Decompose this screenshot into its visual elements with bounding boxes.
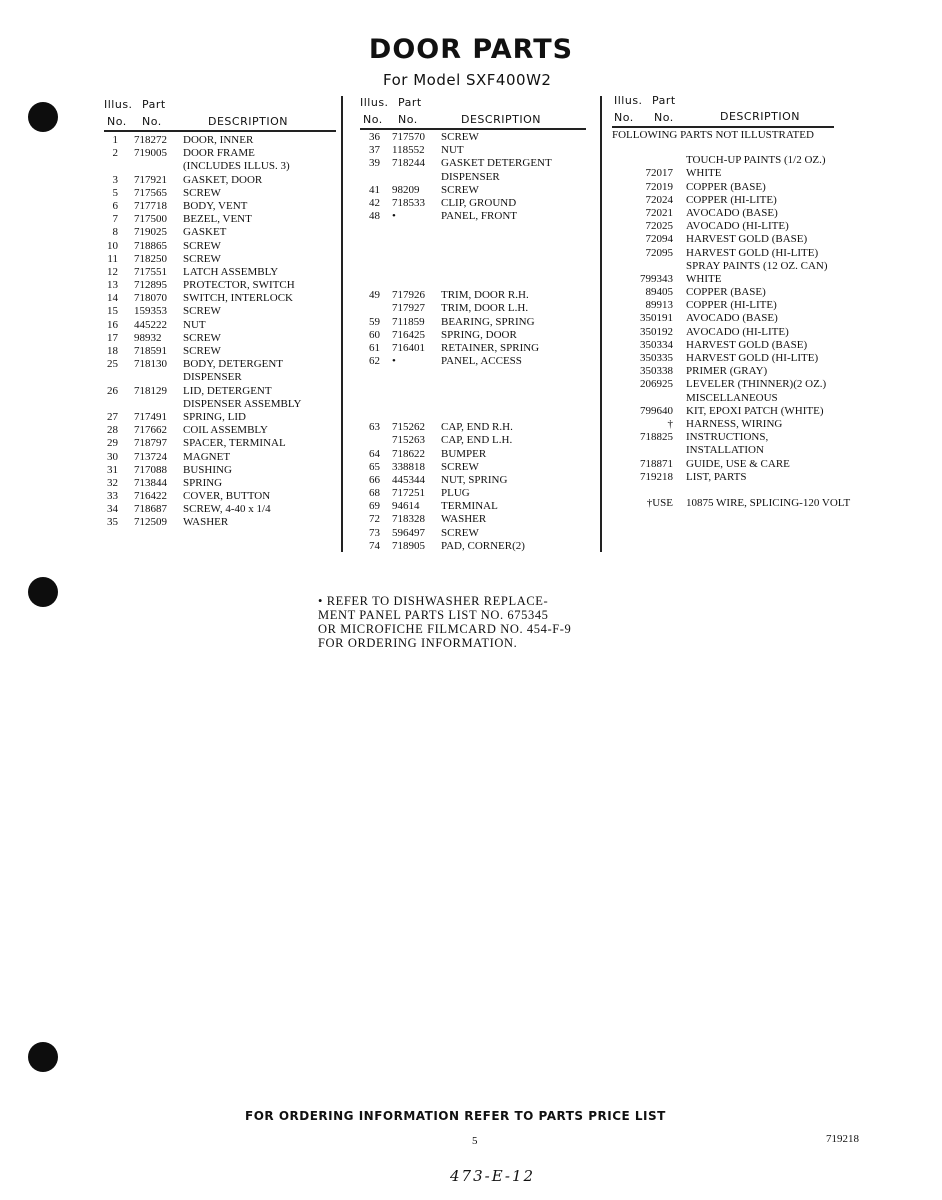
part-no: 72024 [645,193,673,206]
illus-no: 6 [112,199,118,212]
description: SCREW, 4-40 x 1/4 [183,503,271,516]
part-no: 718905 [392,539,425,552]
illus-no: 68 [369,487,380,500]
part-no: 98932 [134,331,162,344]
description: INSTRUCTIONS, [686,431,769,444]
description-label: DESCRIPTION [461,113,541,126]
illus-no: 36 [369,131,380,143]
illus-no: 60 [369,328,380,341]
illus-no: 2 [112,147,118,160]
part-no: 89405 [645,286,673,299]
part-no: 716425 [392,328,425,341]
illus-no: 3 [112,173,118,186]
description: SCREW [183,252,221,265]
part-label: Part [142,98,166,111]
part-no: 719025 [134,226,167,239]
part-no: 718328 [392,513,425,526]
illus-label: Illus. [360,96,389,109]
part-no: 718825 [640,431,673,444]
description: WASHER [183,516,229,529]
part-no: 72019 [645,180,673,193]
illus-no: 16 [107,318,118,331]
description: HARVEST GOLD (BASE) [686,338,808,351]
illus-no: 30 [107,450,118,463]
illus-no: 7 [112,213,118,226]
illus-label: Illus. [104,98,133,111]
description: SCREW [441,183,479,196]
description: INSTALLATION [686,444,764,457]
part-no: 718070 [134,292,167,305]
illus-no: 14 [107,292,118,305]
description-label: DESCRIPTION [720,110,800,123]
parts-column-2 [360,96,586,552]
illus-no: 33 [107,490,118,503]
no-label: No. [654,111,674,124]
illus-no: 59 [369,315,380,328]
description: PANEL, ACCESS [441,355,522,368]
illus-no: 72 [369,513,380,526]
description: SCREW [183,239,221,252]
description: TERMINAL [441,500,498,513]
illus-no: 74 [369,539,380,552]
description: BUSHING [183,463,232,476]
illus-no: 69 [369,500,380,513]
part-no: 717662 [134,424,167,437]
part-no: 338818 [392,460,425,473]
description: LEVELER (THINNER)(2 OZ.) [686,378,827,391]
part-no: 445344 [392,473,425,486]
part-no: 712509 [134,516,167,529]
binder-hole-middle [28,577,58,607]
part-no: 72017 [645,167,673,180]
header-rule [612,126,834,128]
part-no: 719218 [640,470,673,483]
part-no: 717927 [392,302,425,315]
description: COPPER (HI-LITE) [686,299,777,312]
description: AVOCADO (BASE) [686,312,778,325]
part-no: 718591 [134,345,167,357]
description: CLIP, GROUND [441,196,517,209]
description: GASKET [183,226,227,239]
illus-no: 62 [369,355,380,368]
part-no: 718130 [134,358,167,371]
part-no: 350335 [640,352,673,364]
part-no: 719005 [134,147,167,160]
illus-no: 8 [112,226,118,239]
description: PRIMER (GRAY) [686,365,768,378]
part-no: • [392,210,396,223]
part-no: 350191 [640,312,673,325]
description-label: DESCRIPTION [208,115,288,128]
part-no: 718129 [134,384,167,397]
description: COVER, BUTTON [183,490,271,503]
description: WHITE [686,272,722,285]
page-number: 5 [472,1135,478,1147]
part-label: Part [652,94,676,107]
description: 10875 WIRE, SPLICING-120 VOLT [686,497,851,510]
illus-label: Illus. [614,94,643,107]
illus-no: 5 [112,186,118,199]
part-no: 713844 [134,476,167,489]
description: HARVEST GOLD (HI-LITE) [686,352,819,364]
description: AVOCADO (HI-LITE) [686,325,789,338]
part-no: 718272 [134,134,167,146]
description: CAP, END R.H. [441,421,513,434]
part-no: • [392,355,396,368]
part-no: 718687 [134,503,167,516]
part-no: †USE [646,497,673,510]
part-no: 717251 [392,487,425,500]
column-divider [341,96,343,552]
part-no: 712895 [134,279,167,292]
illus-no: 26 [107,384,118,397]
part-no: 717921 [134,173,167,186]
part-no: 159353 [134,305,167,318]
no-label: No. [398,113,418,126]
part-no: 350338 [640,365,673,378]
part-no: 445222 [134,318,167,331]
description: COPPER (BASE) [686,180,766,193]
illus-no: 10 [107,239,118,252]
no-label: No. [614,111,634,124]
description: DISPENSER [441,170,500,183]
no-label: No. [363,113,383,126]
page-title: DOOR PARTS [368,34,574,65]
header-rule [360,128,586,130]
description: NUT [441,144,464,157]
description: NUT, SPRING [441,473,508,486]
description: DISPENSER ASSEMBLY [183,397,302,410]
description: SPRING, DOOR [441,328,517,341]
description: HARVEST GOLD (BASE) [686,233,808,246]
parts-column-3 [612,94,851,510]
illus-no: 25 [107,358,118,371]
description: SCREW [183,186,221,199]
no-label: No. [107,115,127,128]
no-label: No. [142,115,162,128]
description: SCREW [441,526,479,539]
illus-no: 11 [107,252,118,265]
illus-no: 49 [369,289,380,302]
description: BODY, VENT [183,199,248,212]
description: MAGNET [183,450,231,463]
description: SPRING, LID [183,410,246,423]
description: SPACER, TERMINAL [183,437,286,450]
illus-no: 17 [107,331,118,344]
part-no: 717718 [134,199,167,212]
part-no: 716401 [392,342,425,354]
description: (INCLUDES ILLUS. 3) [183,160,290,173]
ordering-footer: FOR ORDERING INFORMATION REFER TO PARTS PRICE LIST [245,1109,666,1123]
description: GASKET DETERGENT [441,157,552,170]
description: DOOR FRAME [183,147,255,160]
description: PLUG [441,487,470,500]
part-no: 72025 [645,220,673,233]
part-no: 715263 [392,434,425,447]
column-header [612,96,834,130]
illus-no: 73 [369,526,380,539]
header-rule [104,130,336,132]
description: WASHER [441,513,487,526]
part-no: 72094 [645,233,673,246]
part-no: 72021 [645,206,673,219]
description: CAP, END L.H. [441,434,513,447]
column-divider [600,96,602,552]
description: GASKET, DOOR [183,173,263,186]
description: BODY, DETERGENT [183,358,284,371]
description: BEZEL, VENT [183,213,252,226]
notice-line: • REFER TO DISHWASHER REPLACE- [318,594,549,608]
description: TRIM, DOOR L.H. [441,302,529,315]
notice-line: OR MICROFICHE FILMCARD NO. 454-F-9 [318,622,572,636]
illus-no: 64 [369,447,380,460]
description: SPRAY PAINTS (12 OZ. CAN) [686,259,828,272]
description: HARNESS, WIRING [686,417,783,430]
description: HARVEST GOLD (HI-LITE) [686,246,819,259]
description: SCREW [441,460,479,473]
part-no: 717500 [134,213,167,226]
part-no: 718244 [392,157,425,170]
illus-no: 12 [107,265,118,278]
part-no: 94614 [392,500,420,513]
part-no: 717491 [134,410,167,423]
part-no: 98209 [392,183,420,196]
parts-column-1 [104,96,336,529]
illus-no: 66 [369,473,380,486]
part-no: 718622 [392,447,425,460]
part-no: 350192 [640,325,673,338]
column-header [360,96,586,130]
part-no: † [667,417,673,430]
notice-line: MENT PANEL PARTS LIST NO. 675345 [318,608,549,622]
illus-no: 27 [107,410,118,423]
binder-hole-bottom [28,1042,58,1072]
description: WHITE [686,167,722,180]
column-header [104,96,336,130]
description: SCREW [183,345,221,357]
part-label: Part [398,96,422,109]
part-no: 717926 [392,289,425,302]
part-no: 715262 [392,421,425,434]
part-no: 596497 [392,526,425,539]
replacement-panel-notice [318,594,571,650]
illus-no: 13 [107,279,118,292]
description: LID, DETERGENT [183,384,272,397]
description: PANEL, FRONT [441,210,517,223]
part-no: 89913 [645,299,673,312]
description: DOOR, INNER [183,134,254,146]
illus-no: 28 [107,424,118,437]
illus-no: 18 [107,345,118,357]
illus-no: 15 [107,305,118,318]
illus-no: 65 [369,460,380,473]
description: BEARING, SPRING [441,315,535,328]
page-subtitle: For Model SXF400W2 [383,71,552,89]
description: AVOCADO (HI-LITE) [686,220,789,233]
description: RETAINER, SPRING [441,342,540,354]
description: TRIM, DOOR R.H. [441,289,529,302]
part-no: 118552 [392,144,425,157]
illus-no: 41 [369,183,380,196]
part-no: 717570 [392,131,425,143]
illus-no: 31 [107,463,118,476]
description: LATCH ASSEMBLY [183,265,279,278]
description: TOUCH-UP PAINTS (1/2 OZ.) [686,154,826,167]
description: COPPER (BASE) [686,286,766,299]
description: COPPER (HI-LITE) [686,193,777,206]
part-no: 72095 [645,246,673,259]
part-no: 716422 [134,490,167,503]
illus-no: 34 [107,503,118,516]
illus-no: 1 [112,134,118,146]
description: PAD, CORNER(2) [441,539,525,552]
illus-no: 35 [107,516,118,529]
part-no: 206925 [640,378,673,391]
illus-no: 63 [369,421,380,434]
illus-no: 42 [369,196,380,209]
description: PROTECTOR, SWITCH [183,279,295,292]
description: BUMPER [441,447,487,460]
illus-no: 37 [369,144,380,157]
binder-hole-top [28,102,58,132]
part-no: 718865 [134,239,167,252]
illus-no: 48 [369,210,380,223]
part-no: 718250 [134,252,167,265]
description: MISCELLANEOUS [686,391,778,404]
part-no: 717088 [134,463,167,476]
description: KIT, EPOXI PATCH (WHITE) [686,404,824,417]
description: SCREW [183,331,221,344]
part-no: 717551 [134,265,167,278]
illus-no: 29 [107,437,118,450]
part-no: 718871 [640,457,673,470]
description: SCREW [183,305,221,318]
part-no: 713724 [134,450,167,463]
part-no: 799640 [640,404,673,417]
part-no: 717565 [134,186,167,199]
part-no: 350334 [640,338,673,351]
description: LIST, PARTS [686,470,747,483]
illus-no: 39 [369,157,380,170]
description: AVOCADO (BASE) [686,206,778,219]
description: SCREW [441,131,479,143]
description: SWITCH, INTERLOCK [183,292,293,305]
handwritten-code: 473-E-12 [450,1167,536,1185]
description: SPRING [183,476,223,489]
document-number: 719218 [826,1133,859,1145]
description: GUIDE, USE & CARE [686,457,790,470]
description: NUT [183,318,206,331]
not-illustrated-note: FOLLOWING PARTS NOT ILLUSTRATED [612,129,814,141]
illus-no: 61 [369,342,380,354]
part-no: 799343 [640,272,673,285]
part-no: 718797 [134,437,167,450]
part-no: 711859 [392,315,425,328]
description: COIL ASSEMBLY [183,424,268,437]
description: DISPENSER [183,371,242,384]
illus-no: 32 [107,476,118,489]
part-no: 718533 [392,196,425,209]
notice-line: FOR ORDERING INFORMATION. [318,636,518,650]
